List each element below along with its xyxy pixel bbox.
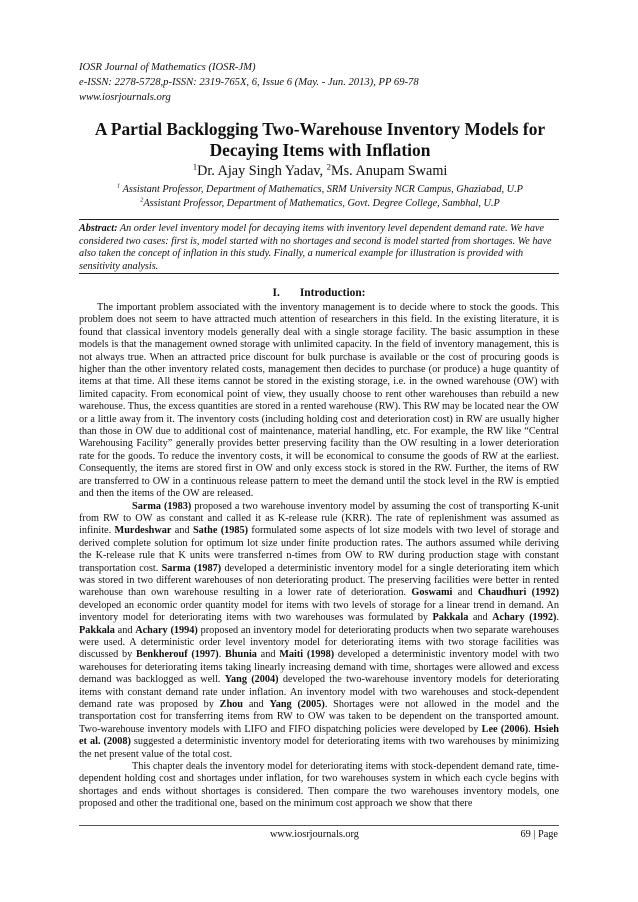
paragraph-2 (79, 501, 559, 762)
citation-author: Pakkala (79, 624, 115, 636)
affiliation-2-text: Assistant Professor, Department of Mathematics, Govt. Degree College, Sambhal, U.P (143, 198, 500, 209)
citation-author: Zhou (219, 699, 244, 710)
citation-author: Achary (1992) (492, 612, 557, 624)
affiliation-2 (60, 197, 580, 211)
abstract-top-rule (79, 219, 559, 220)
paragraph-2-text: suggested a deterministic inventory model for deteriorating items with two warehouses by minimizing the net present value of the total cost. (79, 736, 559, 760)
author1-name: Dr. Ajay Singh Yadav, (197, 163, 327, 179)
author2-sup: 2 (326, 161, 332, 172)
paragraph-2-text: proposed a two warehouse inventory model by assuming the cost of transporting K-unit from RW to OW as constant and called it as K-release rule (KRR). The rate of replenishment was assumed as infinite. (79, 500, 559, 537)
journal-website: www.iosrjournals.org (79, 92, 171, 103)
paragraph-2-text: and (452, 587, 478, 599)
paragraph-2-text: . (556, 612, 559, 624)
citation-author: Sarma (1987) (161, 562, 222, 574)
abstract-label: Abstract: (79, 223, 118, 234)
citation-author: Goswami (411, 587, 453, 599)
citation-author: Lee (2006) (481, 723, 529, 735)
affiliation-1 (60, 183, 580, 197)
abstract (79, 223, 559, 273)
citation-author: Pakkala (432, 612, 469, 624)
title-line-2: Decaying Items with Inflation (209, 140, 431, 160)
author1-sup: 1 (192, 161, 198, 172)
citation-author: Achary (1994) (135, 624, 198, 636)
title-line-1: A Partial Backlogging Two-Warehouse Inventory Models for (94, 119, 546, 139)
paragraph-2-text: developed a deterministic inventory model with two warehouses for deteriorating items taking linearly increasing demand with time, shortages were allowed and excess demand was backlogged as well. (79, 649, 559, 686)
paragraph-2-text: and (171, 525, 193, 537)
paragraph-1: The important problem associated with the inventory management is to decide where to stock the goods. This problem does not seem to have attracted much attention of researchers in this field. In the existing literature, it is found that classical inventory models generally deal with a single storage facility. The basic assumption in these models is that the management owned storage with unlimited capacity. In the field of inventory management, this is not always true. When an attracted price discount for bulk purchase is available or the cost of procuring goods is higher than the other inventory related costs, management then decides to purchase (or produce) a huge quantity of items at that time. All these items cannot be stored in the existing storage, i.e. in the owned warehouse (OW) with limited capacity. From economical point of view, they usually choose to rent other warehouses than rebuild a new warehouse. Thus, the excess quantities are stored in a rented warehouse (RW). This RW may be located near the OW or a little away from it. The inventory costs (including holding cost and deterioration cost) in RW are usually higher than those in OW due to additional cost of maintenance, material handling, etc. For example, the RW like “Central Warehousing Facility” generally provides better preserving facility than the OW resulting in a lower deterioration rate for the goods. To reduce the inventory costs, it will be economical to consume the goods of RW at the earliest. Consequently, the items are stored first in OW and only excess stock is stored in the RW. Further, the items of RW are transferred to OW in a continuous release pattern to meet the demand until the stock level in the RW is emptied and then the items of the OW are released. (79, 302, 559, 500)
journal-name: IOSR Journal of Mathematics (IOSR-JM) (79, 62, 256, 73)
paragraph-2-text: and (256, 649, 280, 661)
section-number: I. (272, 287, 280, 299)
citation-author: Sathe (1985) (192, 525, 249, 537)
paragraph-2-text: developed a deterministic inventory model for a single deteriorating item which was stored in two different warehouses of non deteriorating product. The preserving facilities were better in rented warehouse than own warehouse resulting in a lower rate of deterioration. (79, 562, 559, 599)
citation-author: Sarma (1983) (132, 500, 192, 512)
author2-name: Ms. Anupam Swami (331, 163, 448, 179)
body-text (79, 302, 559, 811)
paragraph-2-text: . (218, 649, 226, 661)
footer-url: www.iosrjournals.org (270, 829, 359, 840)
affiliation-2-sup: 2 (140, 196, 144, 204)
footer-page-number: 69 | Page (520, 829, 558, 840)
section-heading (79, 287, 559, 299)
affiliation-1-text: Assistant Professor, Department of Mathematics, SRM University NCR Campus, Ghaziabad, U.P (120, 184, 523, 195)
citation-author: Bhunia (225, 649, 257, 661)
paper-title (60, 119, 580, 161)
paragraph-3: This chapter deals the inventory model for deteriorating items with stock-dependent demand rate, time-dependent holding cost and shortages under inflation, for two warehouses system in which each cycle begins with shortages and ends without shortages is considered. Then compare the two warehouses inventory models, one proposed and other the traditional one, based on the minimum cost approach we show that there (79, 761, 559, 810)
paragraph-2-text: and (468, 612, 493, 624)
citation-author: Hsieh et al. (2008) (79, 723, 559, 748)
paragraph-2-text: . Shortages were not allowed in the model and the transportation cost for transferring items from RW to OW was taken to be dependent on the transported amount. Two-warehouse inventory models with LIFO and FIFO dispatching policies were developed by (79, 699, 559, 735)
citation-author: Murdeshwar (114, 525, 172, 537)
journal-header (79, 60, 559, 105)
paragraph-2-text: developed an economic order quantity model for items with two levels of storage for a linear trend in demand. An inventory model for deteriorating items with two warehouses was formulated by (79, 599, 559, 624)
paragraph-2-text: and (114, 624, 136, 636)
citation-author: Yang (2004) (224, 674, 279, 686)
author-line (60, 162, 580, 180)
citation-author: Maiti (1998) (279, 649, 335, 661)
paragraph-2-text: proposed an inventory model for deteriorating products when two separate warehouses were used. A deterministic order level inventory model for deteriorating items with two storage facilities was discussed by (79, 624, 559, 661)
citation-author: Benkherouf (1997) (136, 649, 219, 661)
abstract-bottom-rule (79, 273, 559, 274)
affiliation-1-sup: 1 (117, 182, 121, 190)
abstract-text: An order level inventory model for decaying items with inventory level dependent demand rate. We have considered two cases: first is, model started with no shortages and second is model started from shortages. We have also taken the concept of inflation in this study. Finally, a numerical example for illustration is provided with sensitivity analysis. (79, 223, 552, 272)
citation-author: Chaudhuri (1992) (477, 587, 559, 599)
footer-rule (79, 825, 559, 826)
issn-line: e-ISSN: 2278-5728,p-ISSN: 2319-765X, 6, Issue 6 (May. - Jun. 2013), PP 69-78 (79, 77, 419, 88)
paragraph-2-text: and (243, 699, 270, 710)
paragraph-2-text: . (528, 723, 534, 735)
citation-author: Yang (2005) (269, 699, 325, 710)
paragraph-2-text: developed the two-warehouse inventory models for deteriorating items with constant demand rate under inflation. An inventory model with two warehouses and stock-dependent demand rate was proposed by (79, 674, 559, 710)
paragraph-2-text: formulated some aspects of lot size models with two level of storage and derived complete solution for optimum lot size under finite production rates. The authors assumed while deriving the K-release rule that K units were transferred n-times from OW to RW during production stage with constant transportation cost. (79, 525, 559, 574)
section-title: Introduction: (299, 287, 366, 299)
